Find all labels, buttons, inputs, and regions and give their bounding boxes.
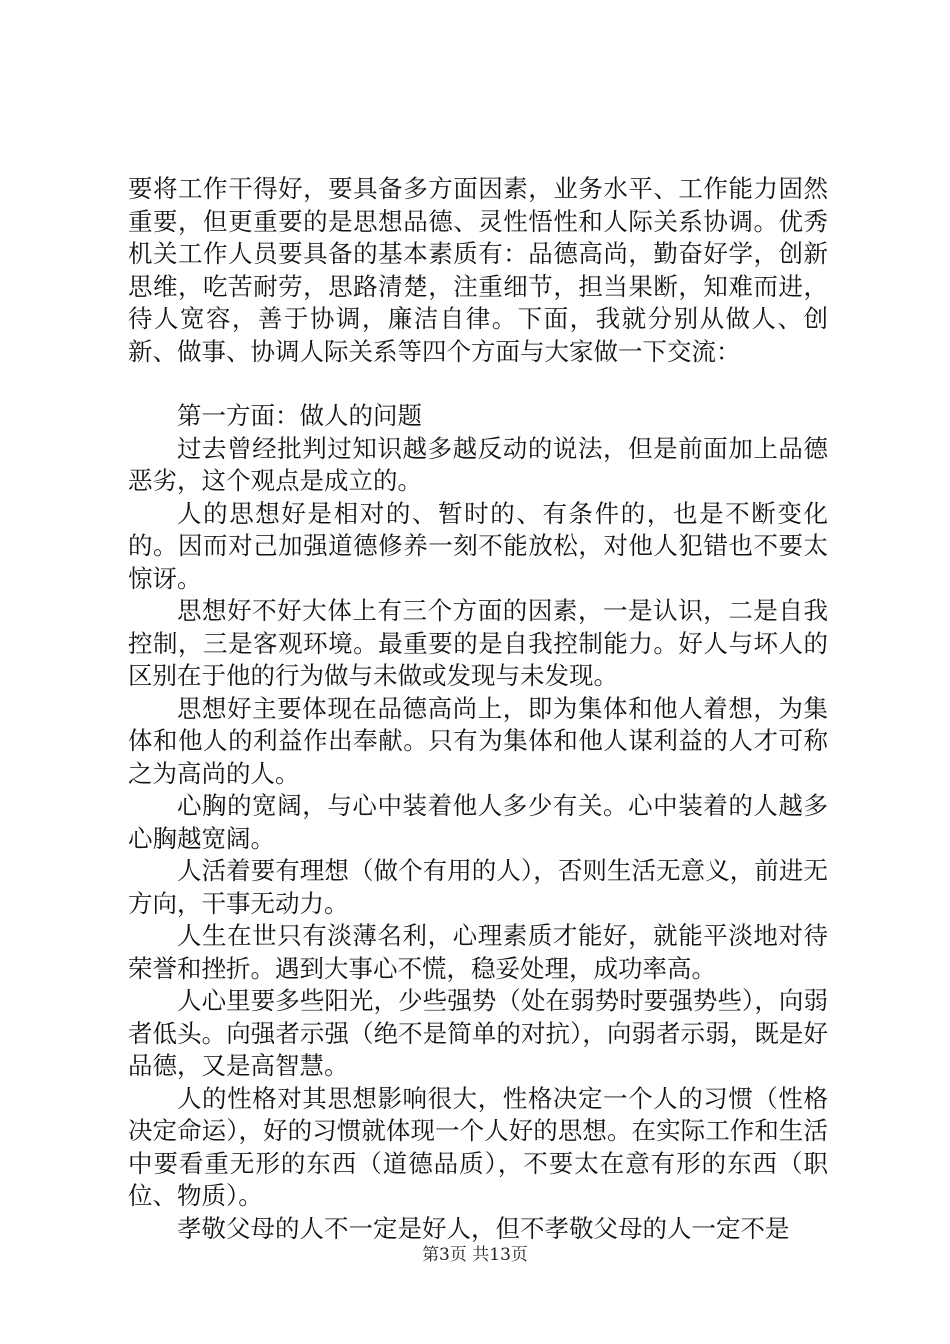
section-heading: 第一方面：做人的问题	[177, 401, 422, 430]
body-paragraph: 孝敬父母的人不一定是好人，但不孝敬父母的人一定不是	[177, 1213, 790, 1243]
body-paragraph: 人的思想好是相对的、暂时的、有条件的，也是不断变化的。因而对己加强道德修养一刻不能放松，对他人犯错也不要太惊讶。	[128, 498, 828, 593]
intro-paragraph: 要将工作干得好，要具备多方面因素，业务水平、工作能力固然重要，但更重要的是思想品德、灵性悟性和人际关系协调。优秀机关工作人员要具备的基本素质有：品德高尚，勤奋好学，创新思维，吃苦耐劳，思路清楚，注重细节，担当果断，知难而进，待人宽容，善于协调，廉洁自律。下面，我就分别从做人、创新、做事、协调人际关系等四个方面与大家做一下交流：	[128, 174, 828, 366]
body-paragraph: 人心里要多些阳光，少些强势（处在弱势时要强势些），向弱者低头。向强者示强（绝不是简单的对抗），向弱者示弱，既是好品德，又是高智慧。	[128, 986, 828, 1080]
page-number-footer: 第3页 共13页	[422, 1245, 528, 1265]
body-paragraph: 过去曾经批判过知识越多越反动的说法，但是前面加上品德恶劣，这个观点是成立的。	[128, 433, 828, 495]
body-paragraph: 思想好主要体现在品德高尚上，即为集体和他人着想，为集体和他人的利益作出奉献。只有为集体和他人谋利益的人才可称之为高尚的人。	[128, 693, 828, 788]
document-body	[128, 173, 828, 1245]
body-paragraph: 人生在世只有淡薄名利，心理素质才能好，就能平淡地对待荣誉和挫折。遇到大事心不慌，稳妥处理，成功率高。	[128, 921, 828, 983]
body-paragraph: 人的性格对其思想影响很大，性格决定一个人的习惯（性格决定命运），好的习惯就体现一个人好的思想。在实际工作和生活中要看重无形的东西（道德品质），不要太在意有形的东西（职位、物质）。	[128, 1083, 828, 1210]
body-paragraph: 人活着要有理想（做个有用的人），否则生活无意义，前进无方向，干事无动力。	[128, 856, 828, 918]
body-paragraph: 心胸的宽阔，与心中装着他人多少有关。心中装着的人越多心胸越宽阔。	[128, 791, 828, 853]
body-paragraph: 思想好不好大体上有三个方面的因素，一是认识，二是自我控制，三是客观环境。最重要的是自我控制能力。好人与坏人的区别在于他的行为做与未做或发现与未发现。	[128, 596, 828, 690]
